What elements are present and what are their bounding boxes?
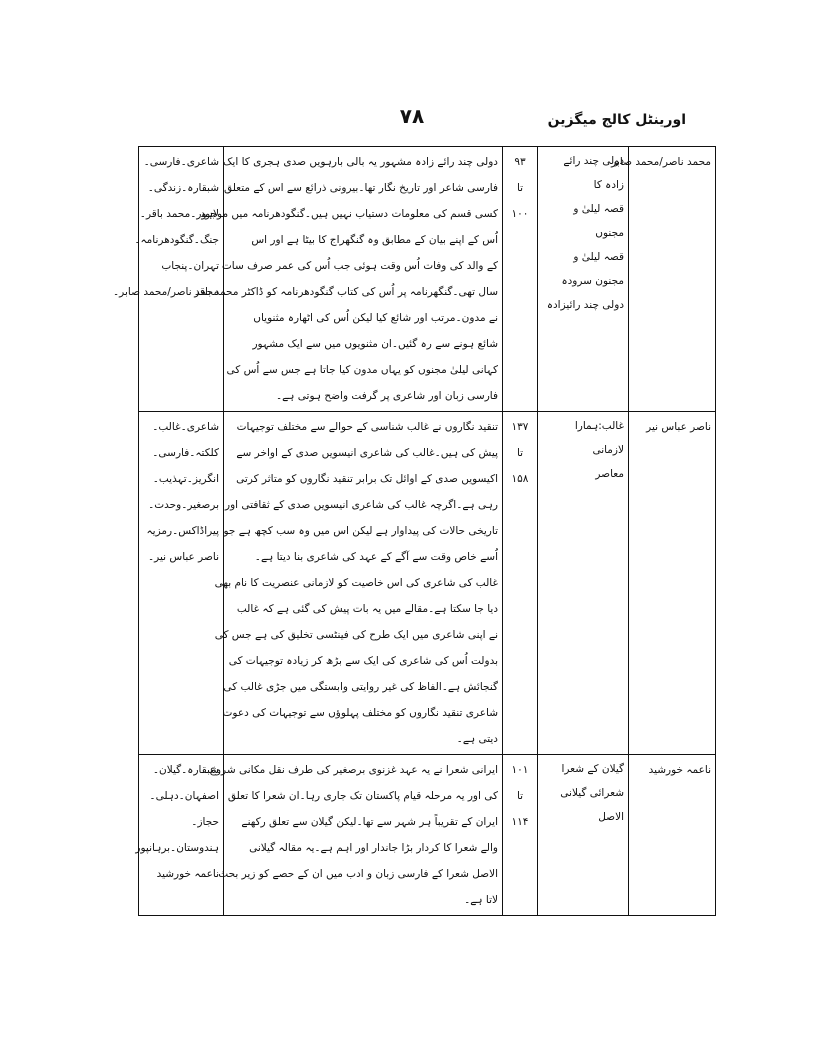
title-line: دولی چند رائے زادہ کا xyxy=(563,155,624,191)
table-row xyxy=(139,412,716,755)
summary-cell xyxy=(214,412,503,755)
keywords-line: شبقارہ۔زندگی۔ xyxy=(147,182,219,194)
summary-line: والے شعرا کا کردار بڑا جاندار اور اہم ہے۔یہ مقالہ گیلانی xyxy=(249,842,498,854)
title-cell xyxy=(538,755,629,916)
pages-line: ۱۰۱ xyxy=(511,764,529,776)
journal-title: اورینٹل کالج میگزین xyxy=(547,112,686,128)
keywords-line: ناصر عباس نیر۔ xyxy=(148,551,219,563)
keywords-line: شاعری۔فارسی۔ xyxy=(143,156,219,168)
summary-line: رہی ہے۔اگرچہ غالب کی شاعری انیسویں صدی کے ثقافتی اور xyxy=(225,499,498,511)
keywords-line: حجاز۔ xyxy=(191,816,219,828)
keywords-line: کلکتہ۔فارسی۔ xyxy=(152,447,219,459)
summary-line: کسی قسم کی معلومات دستیاب نہیں ہیں۔گنگودھرنامہ میں موجود xyxy=(200,208,498,220)
title-line: دولی چند رائیزادہ xyxy=(546,299,624,311)
table-body xyxy=(113,147,716,916)
summary-line: تنقید نگاروں نے غالب شناسی کے حوالے سے مختلف توجیہات xyxy=(236,421,498,433)
keywords-line: تہران۔پنجاب xyxy=(161,260,219,272)
summary-line: فارسی شاعر اور تاریخ نگار تھا۔بیرونی ذرائع سے اس کے متعلق xyxy=(223,182,498,194)
author-text: محمد ناصر/محمد صابر xyxy=(611,156,711,168)
pages-line: ۱۳۷ xyxy=(511,421,529,433)
pages-line: تا xyxy=(516,182,524,194)
summary-line: اُسے خاص وقت سے آگے کے عہد کی شاعری بنا دیتا ہے۔ xyxy=(254,551,498,563)
author-text: ناعمہ خورشید xyxy=(648,764,711,776)
summary-line: ایرانی شعرا نے یہ عہد غزنوی برصغیر کی طرف نقل مکانی شروع xyxy=(209,764,498,776)
pages-line: ۹۳ xyxy=(514,156,526,168)
summary-line: اُس کے اپنے بیان کے مطابق وہ گنگھراج کا بیٹا ہے اور اس xyxy=(251,234,498,246)
keywords-line: شاعری۔غالب۔ xyxy=(152,421,219,433)
pages-cell xyxy=(503,147,538,412)
author-cell xyxy=(611,147,716,412)
keywords-cell xyxy=(135,755,224,916)
title-line: قصہ لیلیٰ و مجنوں xyxy=(573,203,624,239)
summary-cell xyxy=(209,755,503,916)
pages-line: ۱۱۴ xyxy=(511,816,529,828)
summary-line: پیش کی ہیں۔غالب کی شاعری انیسویں صدی کے اواخر سے xyxy=(236,447,498,459)
summary-line: گنجائش ہے۔الفاظ کی غیر روایتی وابستگی میں جڑی غالب کی xyxy=(223,681,498,693)
keywords-line: برصغیر۔وحدت۔ xyxy=(148,499,219,511)
summary-line: ایران کے تقریباً ہر شہر سے تھا۔لیکن گیلان سے تعلق رکھنے xyxy=(241,816,498,828)
pages-cell xyxy=(503,412,538,755)
author-cell xyxy=(629,412,716,755)
summary-line: نے مدون۔مرتب اور شائع کیا لیکن اُس کی اٹھارہ مثنویاں xyxy=(253,312,498,324)
summary-line: دیا جا سکتا ہے۔مقالے میں یہ بات پیش کی گئی ہے کہ غالب xyxy=(236,603,498,615)
page-header xyxy=(138,104,686,134)
keywords-line: ہندوستان۔برہانپور xyxy=(135,842,219,854)
summary-line: کہانی لیلیٰ مجنوں کو یہاں مدون کیا جاتا ہے جس سے اُس کی xyxy=(226,364,498,376)
summary-line: بدولت اُس کی شاعری کی ایک سے بڑھ کر زیادہ توجیہات کی xyxy=(228,655,498,667)
author-text: ناصر عباس نیر xyxy=(646,421,711,433)
pages-line: ۱۵۸ xyxy=(511,473,529,485)
title-line: قصہ لیلیٰ و مجنون سرودہ xyxy=(561,251,624,287)
summary-line: الاصل شعرا کے فارسی زبان و ادب میں ان کے حصے کو زیر بحث xyxy=(218,868,498,880)
summary-line: غالب کی شاعری کی اس خاصیت کو لازمانی عنصریت کا نام بھی xyxy=(214,577,498,589)
title-line: گیلان کے شعرا xyxy=(561,763,624,775)
keywords-line: جنگ۔گنگودھرنامہ۔ xyxy=(134,234,219,246)
title-line: غالب:ہمارا لازمانی xyxy=(574,420,624,456)
summary-line: کی اور یہ مرحلہ قیام پاکستان تک جاری رہا۔ان شعرا کا تعلق xyxy=(227,790,498,802)
keywords-line: شبقارہ۔گیلان۔ xyxy=(152,764,219,776)
article-index-table xyxy=(113,146,716,916)
keywords-line: انگریز۔تہذیب۔ xyxy=(152,473,219,485)
summary-line: نے اپنی شاعری میں ایک طرح کی فینٹسی تخلیق کی ہے جس کی xyxy=(214,629,498,641)
table-row xyxy=(139,755,716,916)
pages-line: ۱۰۰ xyxy=(511,208,529,220)
pages-cell xyxy=(503,755,538,916)
summary-line: دیتی ہے۔ xyxy=(456,733,498,745)
summary-cell xyxy=(194,147,503,412)
summary-line: تاریخی حالات کی پیداوار ہے لیکن اس میں وہ سب کچھ ہے جو xyxy=(223,525,498,537)
keywords-line: ناعمہ خورشید xyxy=(156,868,219,880)
summary-line: اکیسویں صدی کے اوائل تک برابر تنقید نگاروں کو متاثر کرتی xyxy=(236,473,498,485)
summary-line: سال تھی۔گنگھرنامہ پر اُس کی کتاب گنگودھرنامہ کو ڈاکٹر محمد باقر xyxy=(194,286,498,298)
table-row xyxy=(139,147,716,412)
title-cell xyxy=(538,412,629,755)
title-line: معاصر xyxy=(595,468,624,480)
keywords-line: محمد ناصر/محمد صابر۔ xyxy=(113,286,219,298)
summary-line: کے والد کی وفات اُس وقت ہوئی جب اُس کی عمر صرف سات xyxy=(221,260,498,272)
summary-line: لاتا ہے۔ xyxy=(464,894,498,906)
author-cell xyxy=(629,755,716,916)
summary-line: فارسی زبان اور شاعری پر گرفت واضح ہوتی ہے۔ xyxy=(275,390,498,402)
keywords-line: لاہور۔محمد باقر۔ xyxy=(139,208,219,220)
summary-line: شائع ہونے سے رہ گئیں۔ان مثنویوں میں سے ایک مشہور xyxy=(252,338,498,350)
pages-line: تا xyxy=(516,447,524,459)
pages-line: تا xyxy=(516,790,524,802)
title-cell xyxy=(538,147,629,412)
page-number: ۷۸ xyxy=(399,104,425,128)
summary-line: شاعری تنقید نگاروں کو مختلف پہلوؤں سے توجیہات کی دعوت xyxy=(222,707,498,719)
summary-line: دولی چند رائے زادہ مشہور یہ بالی بارہویں صدی ہجری کا ایک xyxy=(223,156,498,168)
keywords-line: پیراڈاکس۔رمزیہ xyxy=(146,525,219,537)
keywords-cell xyxy=(139,412,224,755)
keywords-line: اصفہان۔دہلی۔ xyxy=(149,790,219,802)
title-line: شعرائی گیلانی الاصل xyxy=(560,787,624,823)
